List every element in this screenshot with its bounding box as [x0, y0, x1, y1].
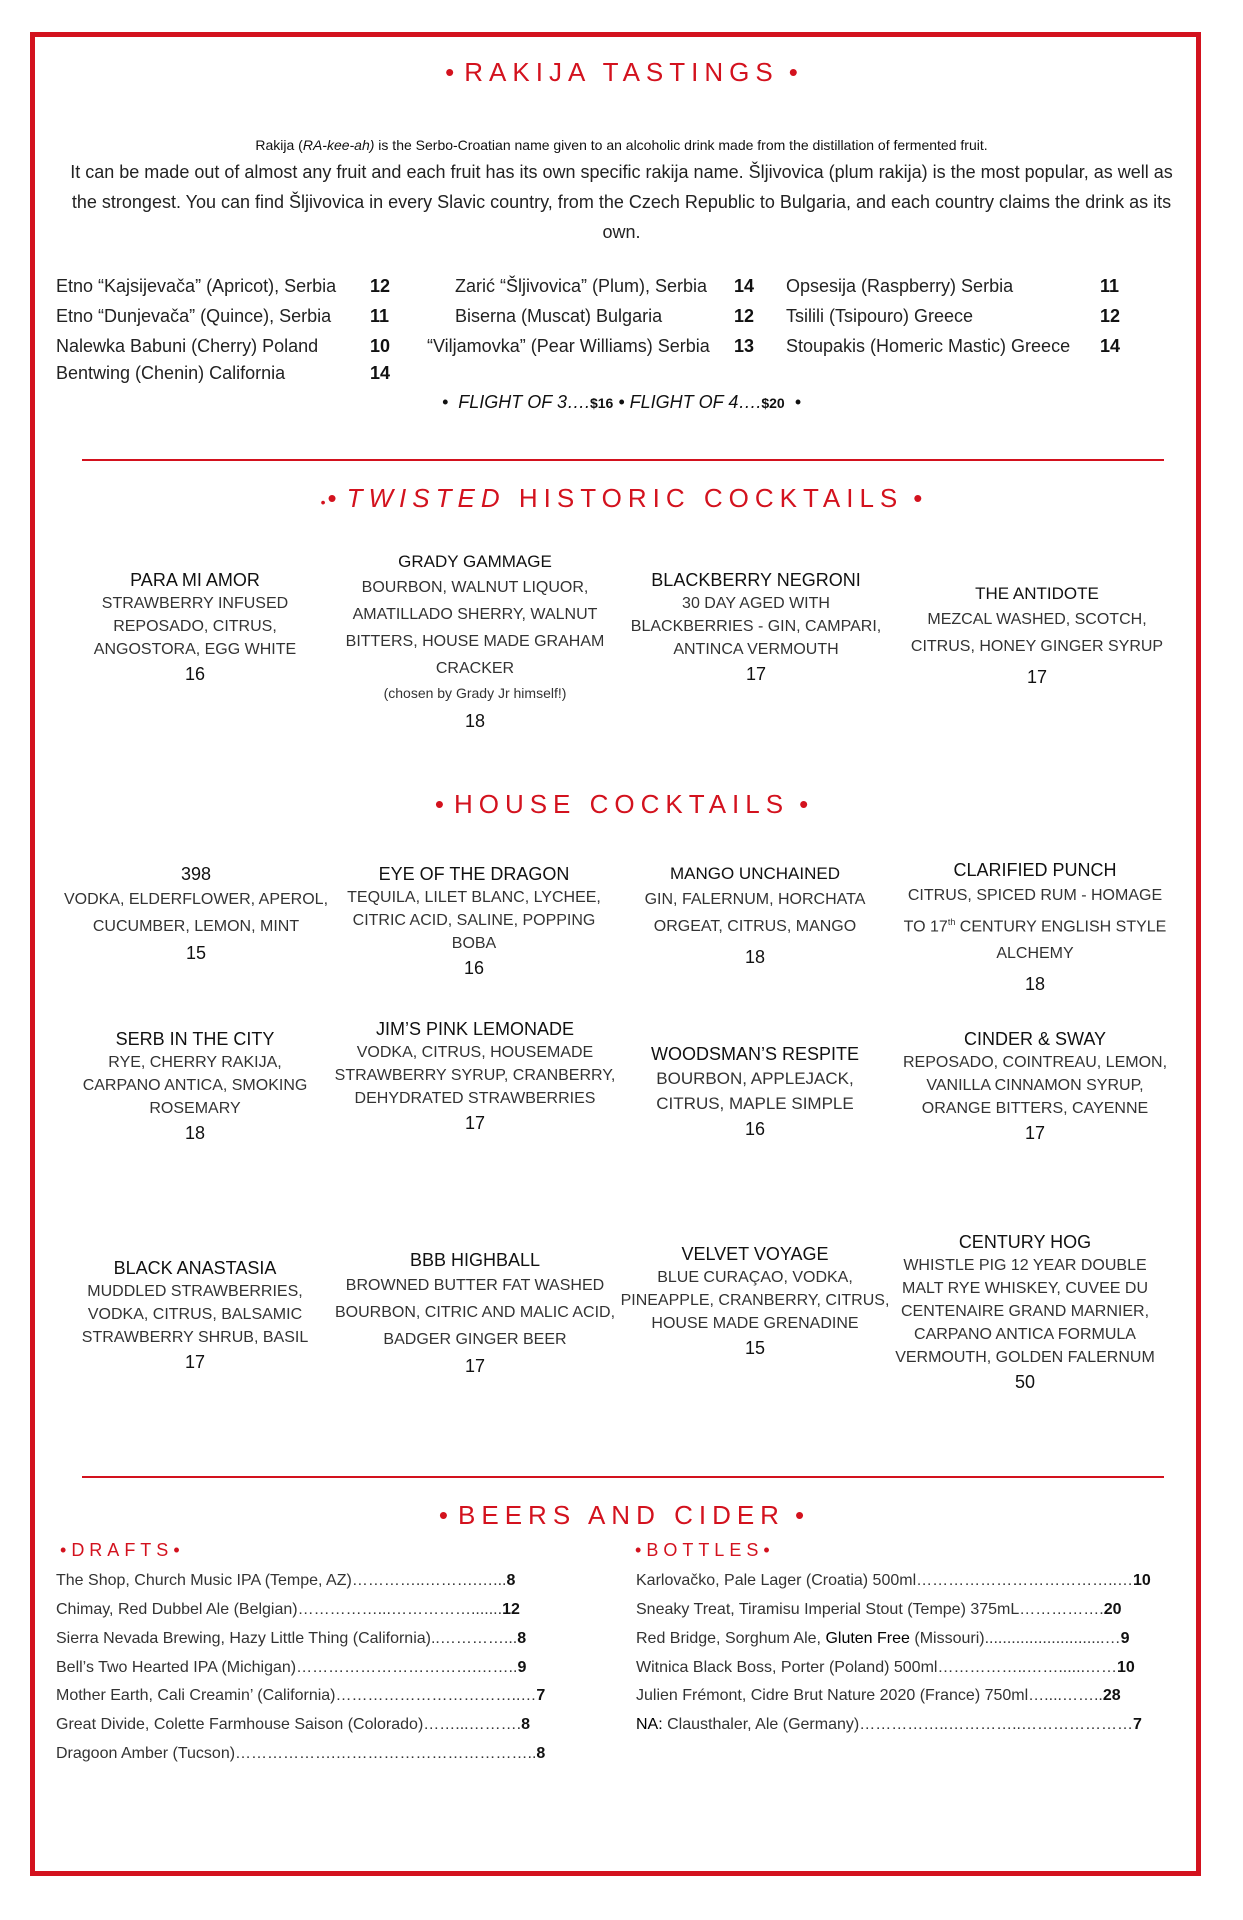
- cocktail-price: 17: [184, 1352, 206, 1372]
- cocktail-desc: WHISTLE PIG 12 YEAR DOUBLE MALT RYE WHISKEY, CUVEE DU CENTENAIRE GRAND MARNIER, CARPANO ANTICA FORMULA VERMOUTH, GOLDEN FALERNUM: [895, 1257, 1155, 1366]
- beers-section-title: • BEERS AND CIDER •: [438, 1500, 805, 1530]
- divider: [82, 459, 1164, 461]
- cocktail-grady-gammage: [333, 550, 617, 734]
- cocktail-desc: STRAWBERRY INFUSED REPOSADO, CITRUS, ANGOSTORA, EGG WHITE: [93, 595, 297, 658]
- bottle-item: Sneaky Treat, Tiramisu Imperial Stout (Tempe) 375mL…………….20: [636, 1601, 1122, 1618]
- cocktail-price: 17: [464, 1356, 486, 1376]
- rakija-price: 14: [1100, 336, 1121, 356]
- cocktail-price: 18: [744, 947, 766, 967]
- cocktail-name: THE ANTIDOTE: [975, 584, 1099, 603]
- historic-section-title: •• TWISTED HISTORIC COCKTAILS •: [320, 483, 923, 513]
- cocktail-cinder-and-sway: [895, 1027, 1175, 1146]
- cocktail-name: BBB HIGHBALL: [409, 1250, 541, 1270]
- cocktail-desc: VODKA, CITRUS, HOUSEMADE STRAWBERRY SYRUP, CRANBERRY, DEHYDRATED STRAWBERRIES: [334, 1044, 616, 1107]
- bottle-item: NA: Clausthaler, Ale (Germany)……………..…………..…………………7: [636, 1716, 1142, 1733]
- rakija-item: Nalewka Babuni (Cherry) Poland: [56, 336, 319, 356]
- cocktail-price: 18: [1024, 974, 1046, 995]
- cocktail-name: 398: [180, 864, 212, 884]
- rakija-price: 14: [734, 276, 755, 296]
- cocktail-black-anastasia: [58, 1256, 332, 1375]
- draft-item: Sierra Nevada Brewing, Hazy Little Thing (California)..…………...8: [56, 1630, 527, 1647]
- cocktail-price: 15: [185, 943, 207, 963]
- cocktail-price: 16: [184, 664, 206, 684]
- cocktail-note: (chosen by Grady Jr himself!): [383, 685, 567, 701]
- rakija-price: 11: [1100, 276, 1120, 296]
- rakija-price: 12: [734, 306, 755, 326]
- cocktail-name: BLACKBERRY NEGRONI: [651, 570, 861, 590]
- draft-item: Mother Earth, Cali Creamin’ (California)……………………………..…7: [56, 1687, 546, 1704]
- cocktail-desc: RYE, CHERRY RAKIJA, CARPANO ANTICA, SMOKING ROSEMARY: [82, 1054, 308, 1117]
- rakija-item: Etno “Dunjevača” (Quince), Serbia: [56, 306, 332, 326]
- rakija-price: 12: [1100, 306, 1121, 326]
- rakija-item: Tsilili (Tsipouro) Greece: [786, 306, 974, 326]
- drafts-subtitle: •DRAFTS•: [60, 1540, 185, 1560]
- cocktail-velvet-voyage: [610, 1242, 900, 1361]
- cocktail-name: GRADY GAMMAGE: [398, 552, 552, 571]
- draft-item: Bell’s Two Hearted IPA (Michigan)…………………………….……..9: [56, 1659, 527, 1676]
- cocktail-398: [56, 862, 336, 966]
- rakija-price: 11: [370, 306, 390, 326]
- rakija-item: Opsesija (Raspberry) Serbia: [786, 276, 1014, 296]
- cocktail-serb-in-the-city: [80, 1027, 310, 1146]
- rakija-price: 10: [370, 336, 391, 356]
- cocktail-desc: VODKA, ELDERFLOWER, APEROL, CUCUMBER, LEMON, MINT: [63, 891, 329, 935]
- draft-item: Great Divide, Colette Farmhouse Saison (Colorado)……...……….8: [56, 1716, 530, 1733]
- cocktail-desc: BOURBON, WALNUT LIQUOR, AMATILLADO SHERRY, WALNUT BITTERS, HOUSE MADE GRAHAM CRACKER: [345, 579, 605, 677]
- house-section-title: • HOUSE COCKTAILS •: [434, 789, 809, 819]
- flight-pricing: • FLIGHT OF 3….$16 • FLIGHT OF 4….$20 •: [441, 392, 802, 412]
- cocktail-desc: BLUE CURAÇAO, VODKA, PINEAPPLE, CRANBERRY, CITRUS, HOUSE MADE GRENADINE: [620, 1269, 890, 1332]
- cocktail-price: 16: [744, 1119, 766, 1139]
- rakija-item: Bentwing (Chenin) California: [56, 363, 286, 383]
- cocktail-name: CINDER & SWAY: [963, 1029, 1106, 1049]
- cocktail-desc: BROWNED BUTTER FAT WASHED BOURBON, CITRIC AND MALIC ACID, BADGER GINGER BEER: [334, 1277, 616, 1348]
- cocktail-name: JIM’S PINK LEMONADE: [375, 1019, 575, 1039]
- rakija-item: Zarić “Šljivovica” (Plum), Serbia: [455, 276, 708, 296]
- cocktail-name: SERB IN THE CITY: [115, 1029, 275, 1049]
- cocktail-price: 16: [463, 958, 485, 978]
- cocktail-desc: 30 DAY AGED WITH BLACKBERRIES - GIN, CAMPARI, ANTINCA VERMOUTH: [630, 595, 882, 658]
- cocktail-name: CLARIFIED PUNCH: [953, 860, 1117, 880]
- cocktail-jims-pink-lemonade: [332, 1017, 618, 1136]
- cocktail-desc: MEZCAL WASHED, SCOTCH, CITRUS, HONEY GINGER SYRUP: [910, 611, 1164, 655]
- cocktail-desc: BOURBON, APPLEJACK, CITRUS, MAPLE SIMPLE: [656, 1069, 854, 1113]
- rakija-price: 13: [734, 336, 755, 356]
- cocktail-woodsmans-respite: [630, 1042, 880, 1142]
- draft-item: Chimay, Red Dubbel Ale (Belgian)……………...…………….......12: [56, 1601, 520, 1618]
- cocktail-century-hog: [884, 1230, 1166, 1395]
- rakija-section-title: • RAKIJA TASTINGS •: [445, 57, 798, 87]
- rakija-intro-body: It can be made out of almost any fruit and each fruit has its own specific rakija name. Šljivovica (plum rakija) is the most popular, as well as the strongest. You can find Šljivovica in every Slavic country, from the Czech Republic to Bulgaria, and each country claims the drink as its own.: [70, 162, 1173, 242]
- cocktail-mango-unchained: [630, 862, 880, 970]
- cocktail-desc: CITRUS, SPICED RUM - HOMAGE TO 17th CENTURY ENGLISH STYLE ALCHEMY: [903, 887, 1167, 963]
- cocktail-bbb-highball: [332, 1248, 618, 1379]
- cocktail-eye-of-the-dragon: [343, 862, 605, 981]
- cocktail-desc: REPOSADO, COINTREAU, LEMON, VANILLA CINNAMON SYRUP, ORANGE BITTERS, CAYENNE: [902, 1054, 1168, 1117]
- rakija-price: 12: [370, 276, 391, 296]
- cocktail-price: 17: [464, 1113, 486, 1133]
- cocktail-desc: TEQUILA, LILET BLANC, LYCHEE, CITRIC ACID, SALINE, POPPING BOBA: [347, 889, 601, 952]
- rakija-intro-definition: Rakija (RA-kee-ah) is the Serbo-Croatian name given to an alcoholic drink made from the distillation of fermented fruit.: [255, 137, 988, 153]
- cocktail-blackberry-negroni: [622, 568, 890, 687]
- cocktail-the-antidote: [903, 582, 1171, 690]
- cocktail-name: MANGO UNCHAINED: [669, 864, 840, 883]
- cocktail-desc: GIN, FALERNUM, HORCHATA ORGEAT, CITRUS, MANGO: [644, 891, 866, 935]
- cocktail-name: WOODSMAN’S RESPITE: [650, 1044, 860, 1064]
- cocktail-desc: MUDDLED STRAWBERRIES, VODKA, CITRUS, BALSAMIC STRAWBERRY SHRUB, BASIL: [81, 1283, 309, 1346]
- rakija-price: 14: [370, 363, 391, 383]
- cocktail-price: 18: [184, 1123, 206, 1143]
- cocktail-price: 17: [1026, 667, 1048, 687]
- cocktail-name: VELVET VOYAGE: [681, 1244, 829, 1264]
- bottle-item: Julien Frémont, Cidre Brut Nature 2020 (France) 750ml…....……..28: [636, 1687, 1121, 1704]
- cocktail-name: CENTURY HOG: [958, 1232, 1092, 1252]
- cocktail-price: 15: [744, 1338, 766, 1358]
- bottle-item: Witnica Black Boss, Porter (Poland) 500ml……………..……......……10: [636, 1659, 1135, 1676]
- cocktail-price: 17: [745, 664, 767, 684]
- rakija-item: Biserna (Muscat) Bulgaria: [455, 306, 663, 326]
- cocktail-para-mi-amor: [80, 568, 310, 687]
- cocktail-clarified-punch: [895, 858, 1175, 997]
- rakija-item: Etno “Kajsijevača” (Apricot), Serbia: [56, 276, 337, 296]
- cocktail-price: 18: [464, 711, 486, 731]
- divider: [82, 1476, 1164, 1478]
- cocktail-name: EYE OF THE DRAGON: [378, 864, 570, 884]
- rakija-item: Stoupakis (Homeric Mastic) Greece: [786, 336, 1071, 356]
- draft-item: The Shop, Church Music IPA (Tempe, AZ)…………..……….…...8: [56, 1572, 516, 1589]
- bottle-item: Red Bridge, Sorghum Ale, Gluten Free (Missouri)...........................…9: [636, 1630, 1130, 1647]
- cocktail-name: PARA MI AMOR: [130, 570, 260, 590]
- rakija-item: “Viljamovka” (Pear Williams) Serbia: [427, 336, 710, 356]
- bottles-subtitle: •BOTTLES•: [635, 1540, 775, 1560]
- bottle-item: Karlovačko, Pale Lager (Croatia) 500ml………………………………..…10: [636, 1572, 1151, 1589]
- cocktail-price: 17: [1024, 1123, 1046, 1143]
- cocktail-name: BLACK ANASTASIA: [113, 1258, 277, 1278]
- cocktail-price: 50: [1014, 1372, 1036, 1392]
- draft-item: Dragoon Amber (Tucson)……………….………………………………..8: [56, 1745, 546, 1762]
